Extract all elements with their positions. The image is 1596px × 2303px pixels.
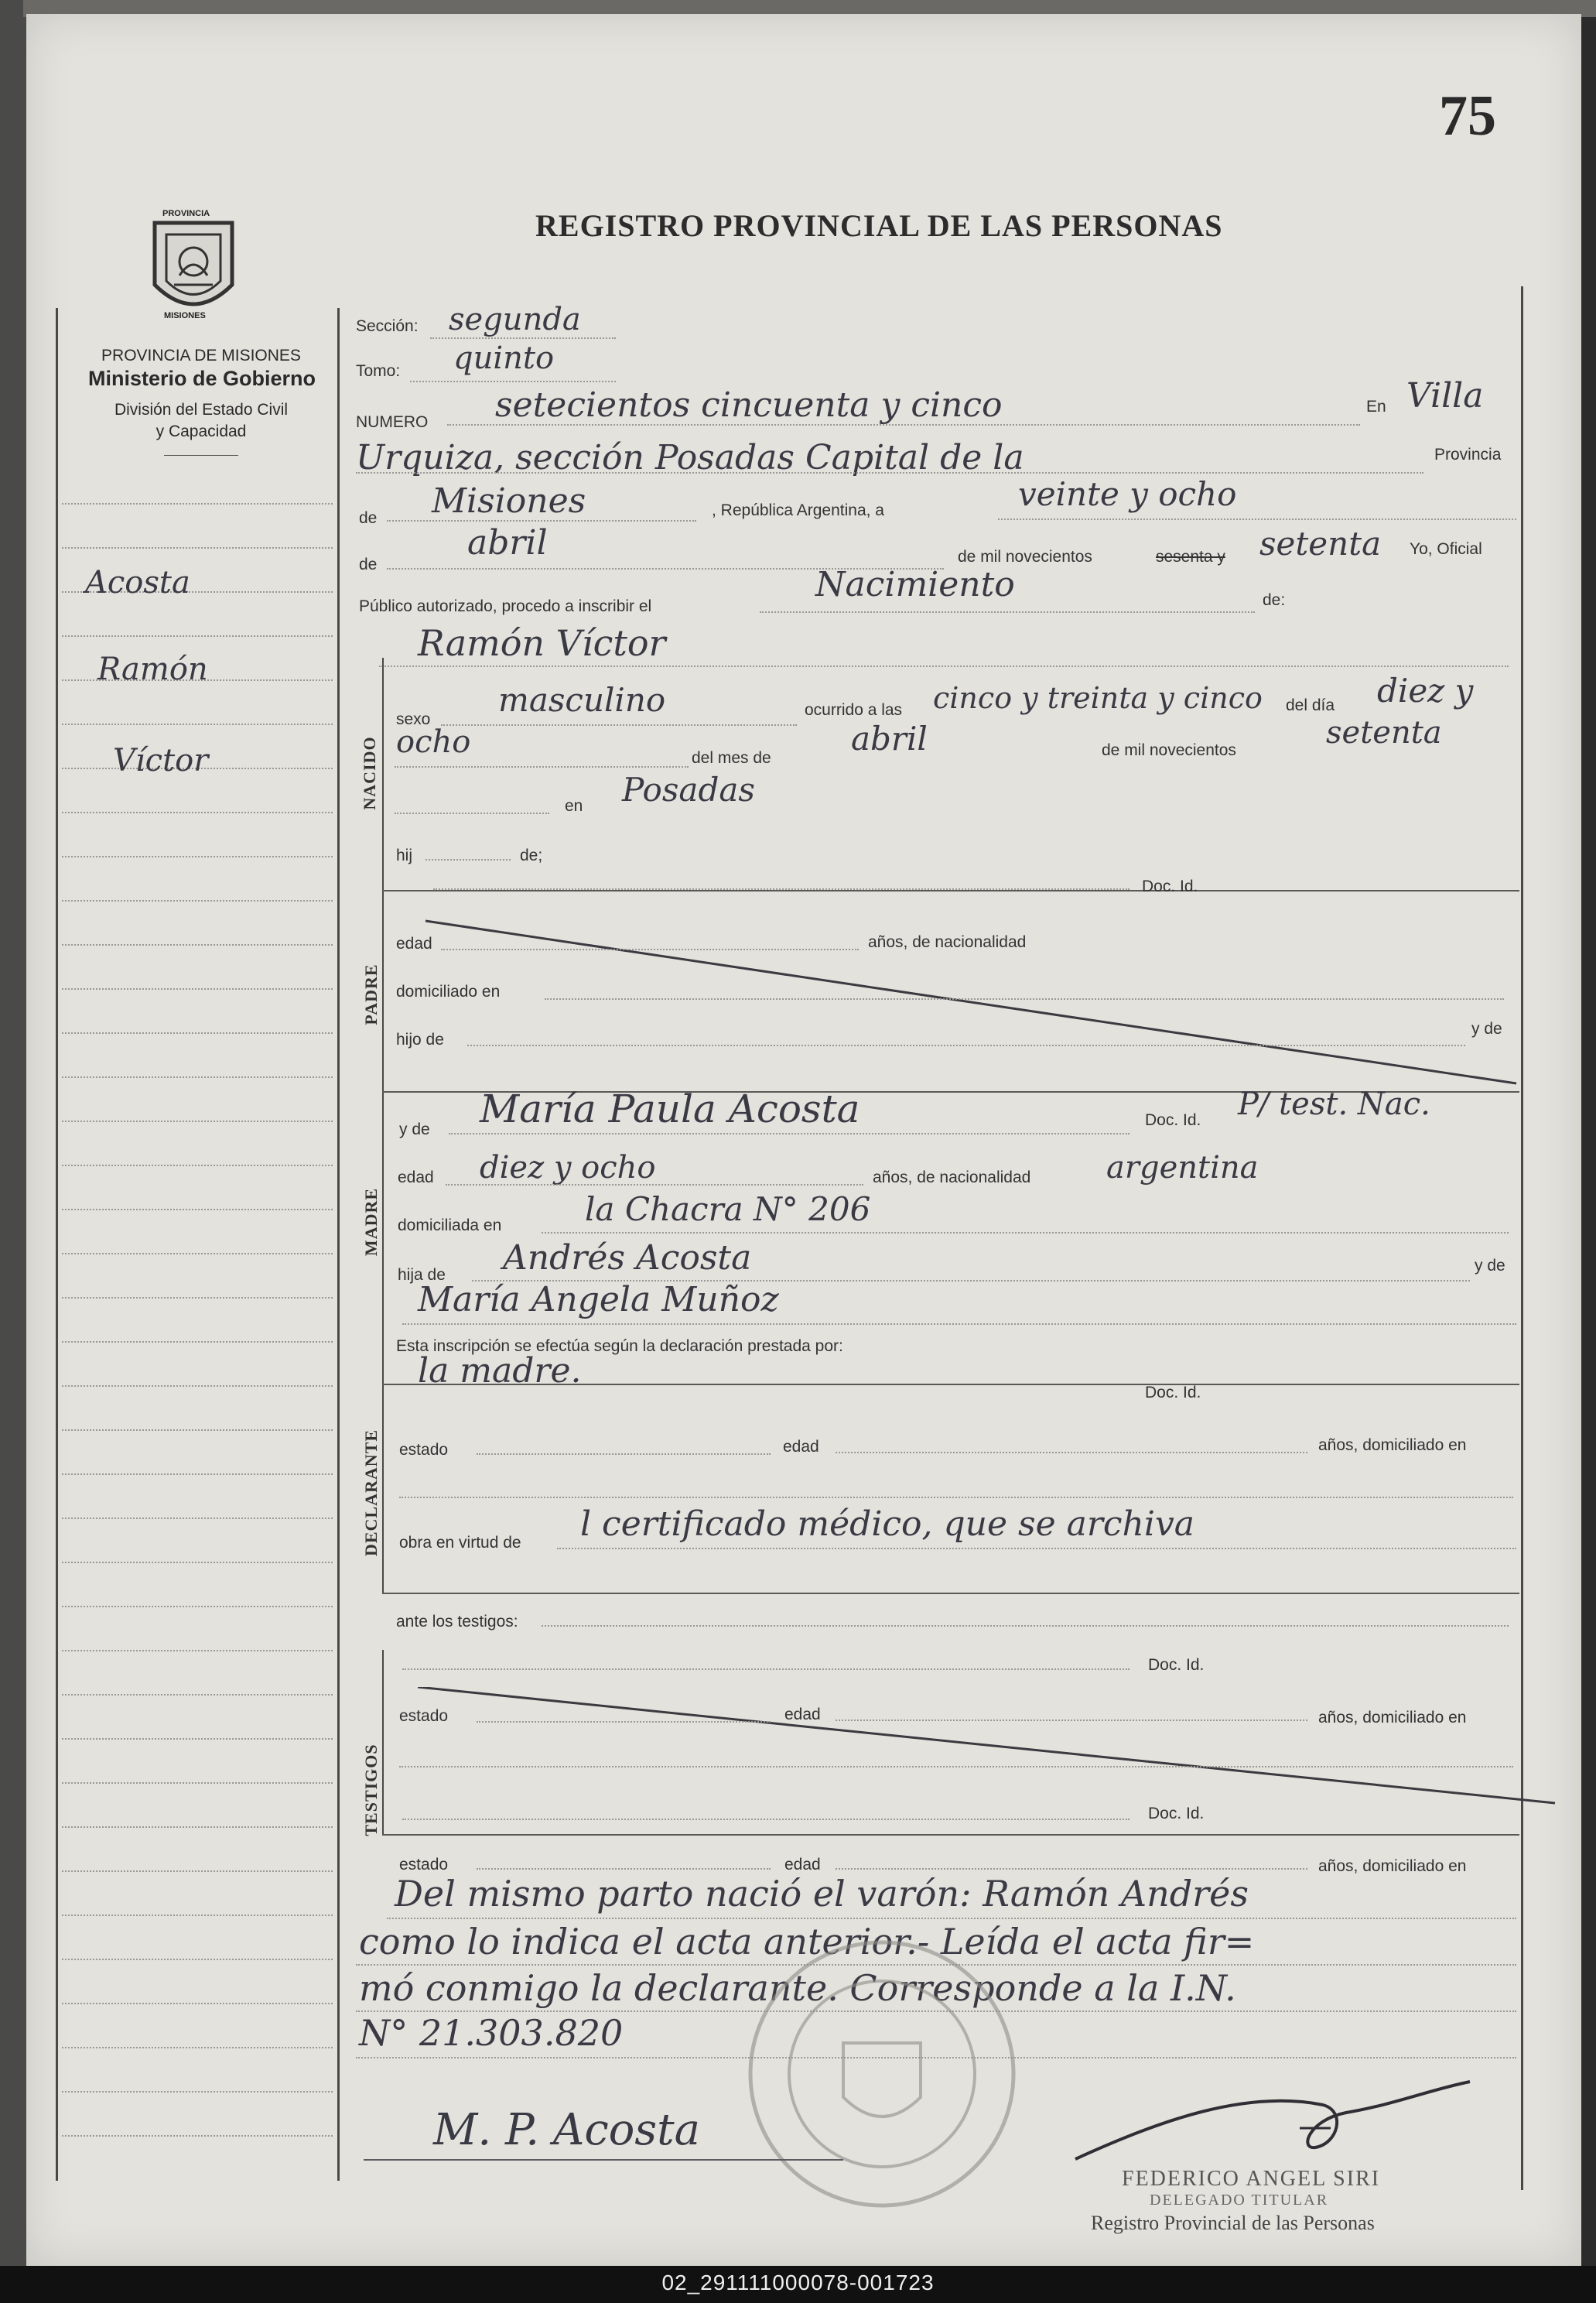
margin-rule bbox=[62, 1959, 333, 1960]
label-estado-testigo-2: estado bbox=[399, 1856, 449, 1874]
value-numero: setecientos cincuenta y cinco bbox=[495, 385, 1003, 425]
margin-rule bbox=[62, 1826, 333, 1828]
line-hijo-de bbox=[467, 1045, 1465, 1046]
coat-of-arms-icon bbox=[139, 207, 248, 328]
section-label-madre: MADRE bbox=[361, 1187, 381, 1257]
madre-left-border bbox=[382, 1093, 384, 1384]
margin-rule bbox=[62, 900, 333, 902]
margin-rule bbox=[62, 1694, 333, 1696]
label-de-mil: de mil novecientos bbox=[958, 548, 1092, 566]
value-sexo: masculino bbox=[498, 681, 666, 719]
line-domicilio-declarante bbox=[399, 1497, 1513, 1498]
margin-rule bbox=[62, 812, 333, 813]
margin-rule bbox=[62, 1297, 333, 1299]
line-edad-declarante bbox=[836, 1452, 1307, 1453]
line-madre-nombre bbox=[449, 1133, 1130, 1134]
label-edad-testigo-1: edad bbox=[784, 1706, 821, 1723]
margin-rule bbox=[62, 1209, 333, 1210]
label-de3: de: bbox=[1263, 591, 1286, 609]
margin-rule bbox=[62, 2003, 333, 2004]
line-testigo-1-doc bbox=[402, 1668, 1130, 1670]
value-madre-nombre: María Paula Acosta bbox=[480, 1086, 860, 1131]
label-hij: hij bbox=[396, 847, 413, 864]
declarante-bottom-border bbox=[382, 1593, 1519, 1594]
label-seccion: Sección: bbox=[356, 317, 419, 335]
margin-note-second-name: Víctor bbox=[113, 743, 209, 779]
margin-rule bbox=[62, 1473, 333, 1475]
seal-top-text: PROVINCIA bbox=[162, 209, 210, 218]
nacido-left-border bbox=[382, 658, 384, 890]
declarant-signature: M. P. Acosta bbox=[433, 2105, 701, 2155]
value-lugar-nac: Posadas bbox=[622, 771, 755, 809]
margin-rule bbox=[62, 1165, 333, 1166]
margin-rule bbox=[62, 1915, 333, 1916]
label-edad-madre: edad bbox=[398, 1169, 434, 1186]
nacido-bottom-border bbox=[382, 890, 1519, 891]
value-madre-nac: argentina bbox=[1106, 1150, 1259, 1186]
note-line-4: N° 21.303.820 bbox=[359, 2012, 624, 2054]
line-estado-declarante bbox=[477, 1453, 771, 1455]
label-de2: de bbox=[359, 556, 378, 573]
label-hijo-de: hijo de bbox=[396, 1031, 444, 1049]
header-province: PROVINCIA DE MISIONES bbox=[101, 347, 301, 364]
seal-bottom-text: MISIONES bbox=[164, 311, 206, 320]
line-edad-padre bbox=[441, 949, 859, 950]
value-madre-edad: diez y ocho bbox=[480, 1150, 656, 1186]
label-del-mes: del mes de bbox=[692, 749, 771, 767]
label-anos-dom-testigo-1: años, domiciliado en bbox=[1318, 1709, 1467, 1726]
label-sesenta: sesenta y bbox=[1156, 548, 1225, 566]
margin-rule bbox=[62, 1782, 333, 1784]
value-fecha-anio: setenta bbox=[1259, 525, 1382, 563]
page-number: 75 bbox=[1439, 84, 1496, 148]
official-stamp-office: Registro Provincial de las Personas bbox=[1091, 2212, 1375, 2234]
value-acto: Nacimiento bbox=[815, 565, 1015, 604]
line-sexo bbox=[441, 724, 797, 726]
margin-rule bbox=[62, 1562, 333, 1563]
line-domicilio-madre bbox=[542, 1232, 1509, 1234]
line-estado-testigo-1 bbox=[477, 1721, 771, 1723]
margin-left-border bbox=[56, 308, 58, 2181]
margin-rule bbox=[62, 635, 333, 637]
line-hij-doc bbox=[433, 888, 1130, 890]
label-provincia: Provincia bbox=[1434, 446, 1502, 464]
margin-note-surname: Acosta bbox=[85, 565, 190, 601]
label-nacionalidad-madre: años, de nacionalidad bbox=[873, 1169, 1031, 1186]
line-tomo bbox=[410, 381, 616, 382]
margin-rule bbox=[62, 1253, 333, 1254]
value-declarante: la madre. bbox=[418, 1351, 582, 1391]
label-domiciliada-madre: domiciliada en bbox=[398, 1217, 502, 1234]
value-madre-doc: P/ test. Nac. bbox=[1238, 1086, 1430, 1122]
line-madre-madre bbox=[402, 1323, 1516, 1325]
note-line-2: como lo indica el acta anterior.- Leída el acta fir= bbox=[359, 1921, 1255, 1963]
label-de: de bbox=[359, 509, 378, 527]
margin-rule bbox=[62, 1738, 333, 1740]
label-anos-dom-testigo-2: años, domiciliado en bbox=[1318, 1857, 1467, 1875]
label-en2: en bbox=[565, 797, 583, 815]
label-doc-id-testigo-2: Doc. Id. bbox=[1148, 1805, 1205, 1822]
page-title: REGISTRO PROVINCIAL DE LAS PERSONAS bbox=[535, 208, 1223, 243]
margin-rule bbox=[62, 2091, 333, 2093]
margin-right-border bbox=[337, 308, 340, 2181]
margin-note-first-name: Ramón bbox=[97, 652, 208, 687]
padre-left-border bbox=[382, 891, 384, 1091]
line-edad-testigo-1 bbox=[836, 1720, 1307, 1721]
label-y-de-padre: y de bbox=[1471, 1020, 1502, 1038]
testigos-bottom-border bbox=[382, 1834, 1519, 1836]
line-acto bbox=[760, 611, 1255, 613]
header-ministry: Ministerio de Gobierno bbox=[87, 367, 316, 390]
label-ante: ante los testigos: bbox=[396, 1613, 518, 1631]
value-madre-padre: Andrés Acosta bbox=[503, 1238, 752, 1278]
testigos-left-border bbox=[382, 1650, 384, 1836]
value-hora: cinco y treinta y cinco bbox=[933, 681, 1263, 715]
label-doc-id-testigo-1: Doc. Id. bbox=[1148, 1656, 1205, 1674]
line-domicilio-padre bbox=[545, 998, 1504, 1000]
label-anos-dom-declarante: años, domiciliado en bbox=[1318, 1436, 1467, 1454]
label-nacionalidad-padre: años, de nacionalidad bbox=[868, 933, 1027, 951]
header-underline bbox=[164, 455, 238, 456]
line-edad-testigo-2 bbox=[836, 1868, 1307, 1870]
label-y-de-madre: y de bbox=[399, 1121, 430, 1138]
label-edad-testigo-2: edad bbox=[784, 1856, 821, 1874]
value-fecha-mes: abril bbox=[467, 523, 548, 563]
value-provincia: Misiones bbox=[432, 481, 586, 521]
margin-rule bbox=[62, 1121, 333, 1122]
label-estado-declarante: estado bbox=[399, 1441, 449, 1459]
margin-rule bbox=[62, 2135, 333, 2137]
declarante-left-border bbox=[382, 1385, 384, 1594]
note-rule-1 bbox=[387, 1918, 1516, 1919]
label-de-semi: de; bbox=[520, 847, 543, 864]
line-provincia bbox=[387, 520, 696, 522]
section-label-nacido: NACIDO bbox=[360, 736, 379, 810]
line-nombre bbox=[379, 666, 1509, 667]
note-line-3: mó conmigo la declarante. Corresponde a la I.N. bbox=[359, 1967, 1236, 2009]
label-yo-oficial: Yo, Oficial bbox=[1410, 540, 1482, 558]
margin-rule bbox=[62, 1429, 333, 1431]
header-division: División del Estado Civil bbox=[114, 401, 289, 419]
margin-rule bbox=[62, 1518, 333, 1519]
registry-seal-icon bbox=[743, 1935, 1021, 2213]
value-dia-2: ocho bbox=[396, 724, 471, 760]
line-ante bbox=[542, 1625, 1509, 1627]
value-nombre: Ramón Víctor bbox=[418, 622, 666, 664]
label-edad-declarante: edad bbox=[783, 1438, 819, 1456]
label-de-mil2: de mil novecientos bbox=[1102, 741, 1236, 759]
line-testigo-2-doc bbox=[402, 1819, 1130, 1820]
page-right-border bbox=[1521, 286, 1523, 2190]
label-numero: NUMERO bbox=[356, 413, 429, 431]
label-republica: , República Argentina, a bbox=[712, 501, 884, 519]
margin-rule bbox=[62, 1032, 333, 1034]
declarant-signature-line bbox=[364, 2159, 843, 2161]
official-stamp-role: DELEGADO TITULAR bbox=[1150, 2192, 1329, 2209]
label-hija-de: hija de bbox=[398, 1266, 446, 1284]
value-madre-dom: la Chacra N° 206 bbox=[585, 1190, 871, 1228]
line-lugar bbox=[356, 472, 1423, 474]
margin-rule bbox=[62, 1076, 333, 1078]
line-edad-madre bbox=[446, 1184, 863, 1186]
margin-rule bbox=[62, 1650, 333, 1651]
value-anio: setenta bbox=[1326, 715, 1442, 751]
header-capacity: y Capacidad bbox=[155, 423, 247, 440]
note-line-1: Del mismo parto nació el varón: Ramón Andrés bbox=[395, 1873, 1249, 1915]
value-lugar-cont: Urquiza, sección Posadas Capital de la bbox=[356, 438, 1024, 477]
margin-rule bbox=[62, 1341, 333, 1343]
label-en: En bbox=[1366, 398, 1386, 416]
line-lugar-nac bbox=[395, 813, 549, 814]
label-edad-padre: edad bbox=[396, 935, 432, 953]
label-obra: obra en virtud de bbox=[399, 1534, 521, 1552]
line-numero bbox=[447, 424, 1360, 426]
section-label-declarante: DECLARANTE bbox=[361, 1429, 381, 1557]
line-dia-2 bbox=[395, 766, 689, 768]
value-seccion: segunda bbox=[449, 302, 581, 337]
value-dia-1: diez y bbox=[1377, 672, 1474, 710]
testigos-cancel-stroke bbox=[418, 1687, 1563, 1811]
line-estado-testigo-2 bbox=[477, 1868, 771, 1870]
footer-id: 02_291111000078-001723 bbox=[661, 2270, 935, 2294]
margin-rule bbox=[62, 503, 333, 505]
margin-rule bbox=[62, 1385, 333, 1387]
line-obra bbox=[557, 1548, 1516, 1549]
label-y-de-madre-2: y de bbox=[1475, 1257, 1505, 1275]
official-signature-icon bbox=[1068, 2074, 1501, 2175]
margin-rule bbox=[62, 1870, 333, 1872]
value-mes: abril bbox=[851, 720, 928, 758]
section-label-padre: PADRE bbox=[361, 963, 381, 1025]
label-doc-id-declarante: Doc. Id. bbox=[1145, 1384, 1201, 1401]
margin-rule bbox=[62, 988, 333, 990]
value-tomo: quinto bbox=[453, 340, 555, 376]
line-hij bbox=[425, 859, 511, 861]
label-domiciliado-padre: domiciliado en bbox=[396, 983, 501, 1001]
label-ocurrido: ocurrido a las bbox=[805, 701, 903, 719]
label-del-dia: del día bbox=[1286, 696, 1335, 714]
line-seccion bbox=[430, 337, 616, 339]
margin-rule bbox=[62, 547, 333, 549]
margin-rule bbox=[62, 724, 333, 725]
value-obra: l certificado médico, que se archiva bbox=[580, 1504, 1195, 1544]
official-stamp-name: FEDERICO ANGEL SIRI bbox=[1122, 2167, 1381, 2191]
margin-rule bbox=[62, 944, 333, 946]
label-doc-id-madre: Doc. Id. bbox=[1145, 1111, 1201, 1129]
value-fecha-dia: veinte y ocho bbox=[1018, 475, 1237, 513]
label-doc-id-nacido: Doc. Id. bbox=[1142, 878, 1198, 895]
label-estado-testigo-1: estado bbox=[399, 1707, 449, 1725]
line-fecha-dia bbox=[998, 518, 1516, 520]
value-en-lugar: Villa bbox=[1406, 376, 1484, 416]
section-label-testigos: TESTIGOS bbox=[361, 1744, 381, 1836]
margin-rule bbox=[62, 856, 333, 857]
label-tomo: Tomo: bbox=[356, 362, 401, 380]
margin-rule bbox=[62, 1606, 333, 1607]
label-sexo: sexo bbox=[396, 710, 431, 728]
value-madre-madre: María Angela Muñoz bbox=[418, 1280, 779, 1319]
label-esta-inscripcion: Esta inscripción se efectúa según la declaración prestada por: bbox=[396, 1337, 843, 1355]
line-domicilio-testigo-1 bbox=[399, 1766, 1513, 1767]
label-publico: Público autorizado, procedo a inscribir el bbox=[359, 597, 652, 615]
margin-rule bbox=[62, 2047, 333, 2048]
